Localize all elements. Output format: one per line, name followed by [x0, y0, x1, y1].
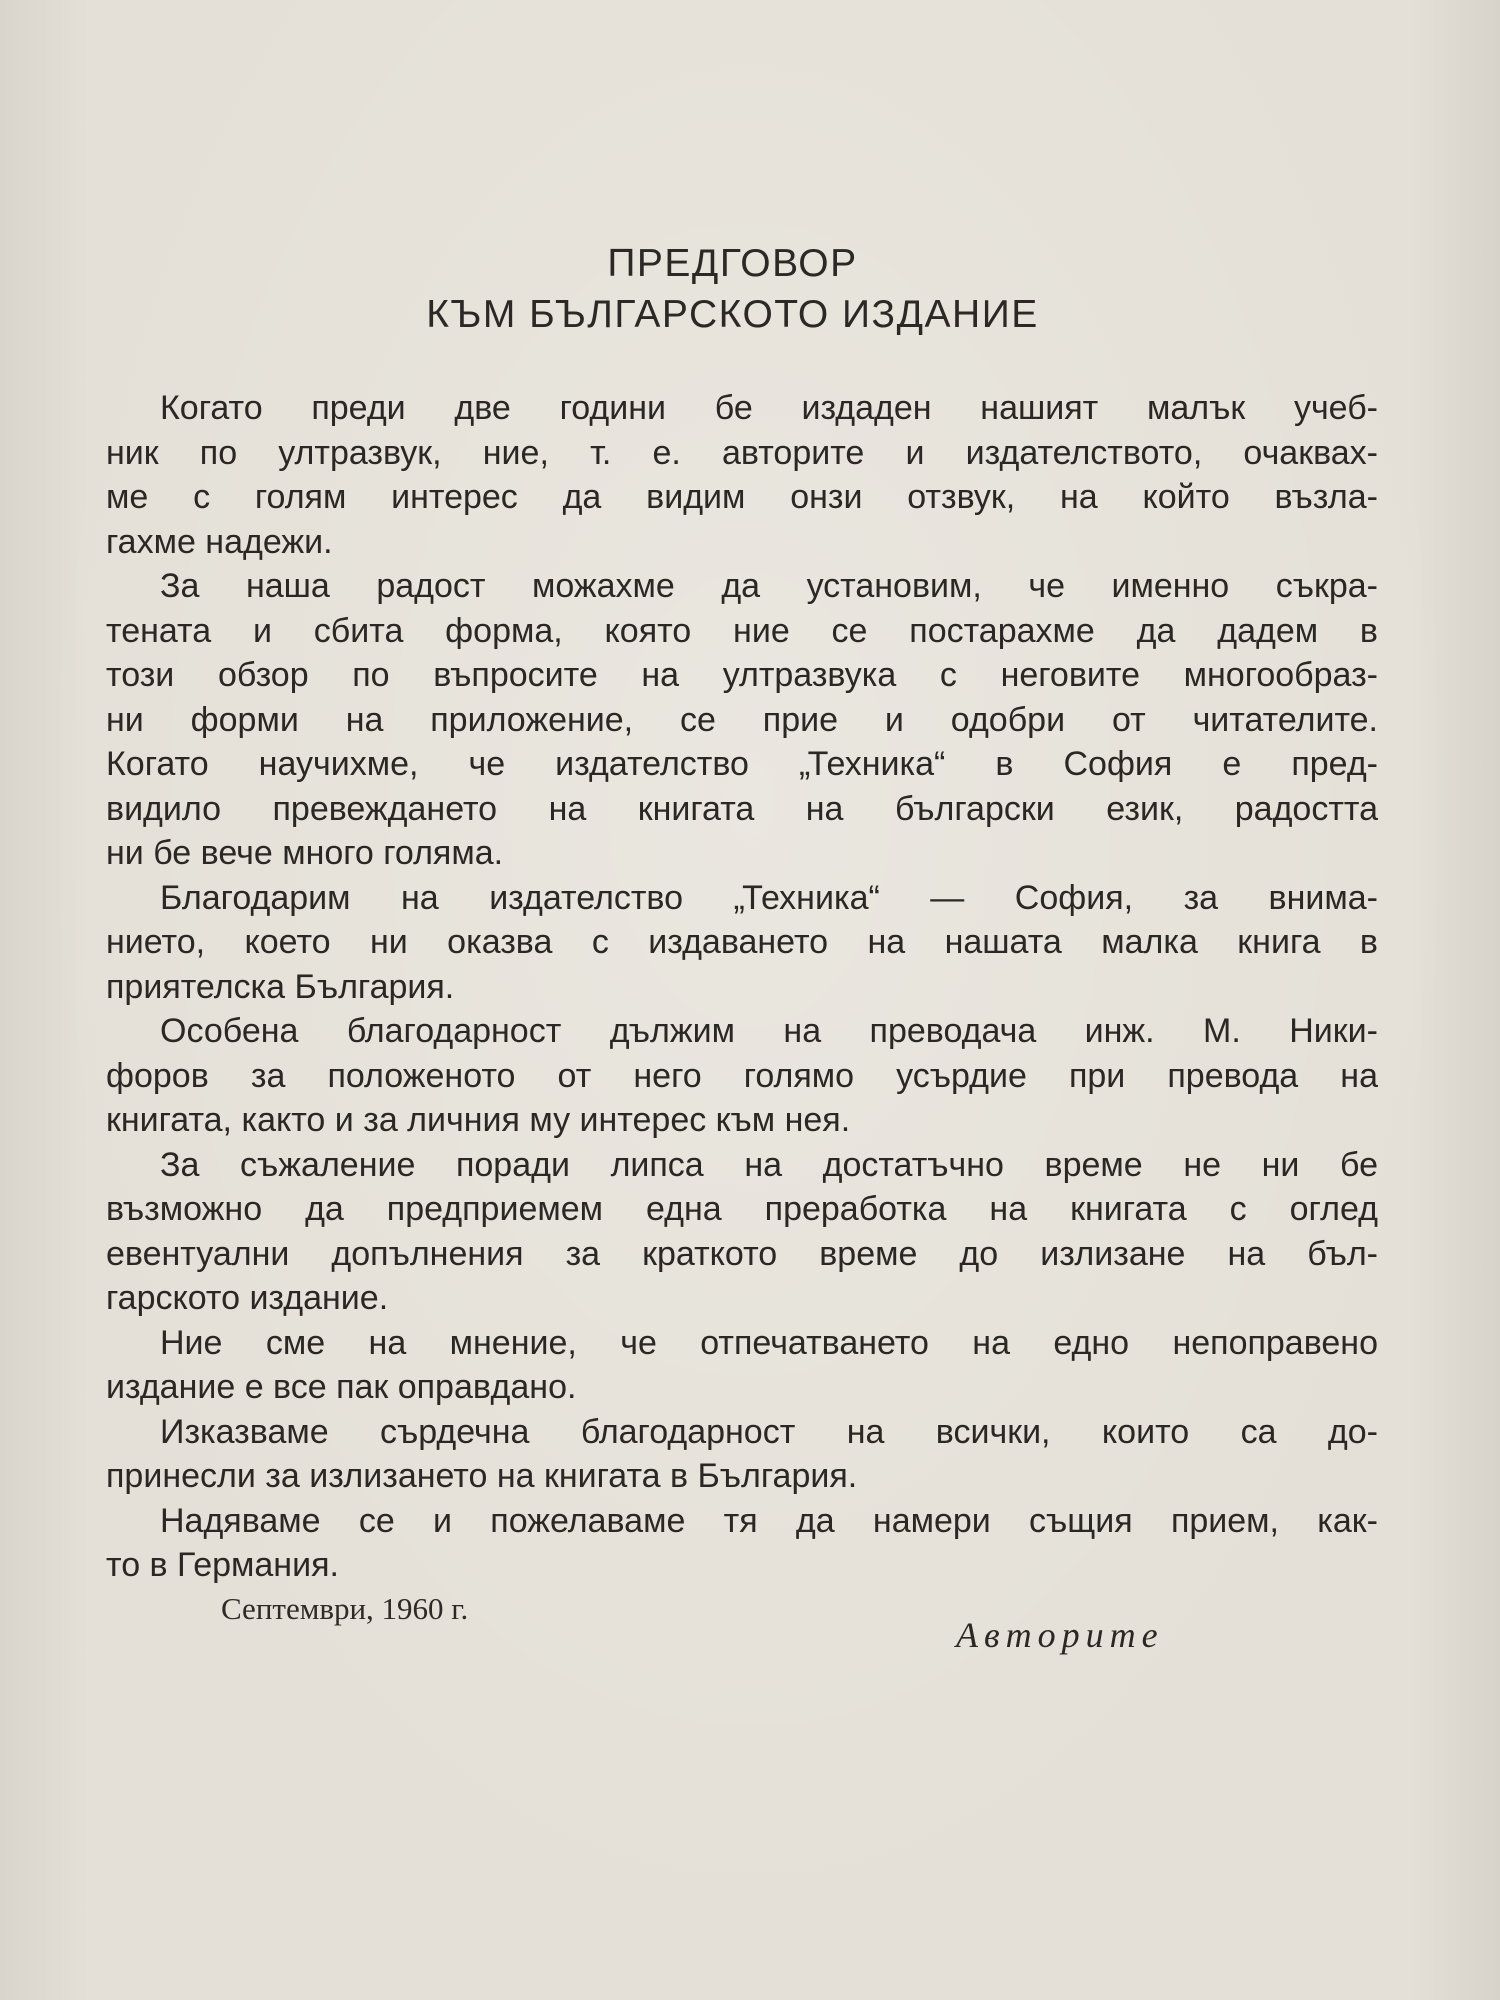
text-line: издание е все пак оправдано. [106, 1368, 577, 1406]
text-line: видило превеждането на книгата на български език, радостта [106, 789, 1378, 828]
text-line: възможно да предприемем една преработка на книгата с оглед [106, 1190, 1378, 1228]
text-line: Когато научихме, че издателство „Техника“ в София е пред- [106, 745, 1378, 783]
text-line: Благодарим на издателство „Техника“ — София, за внима- [160, 878, 1378, 917]
preface-title: ПРЕДГОВОР [607, 242, 858, 285]
text-line: Изказваме сърдечна благодарност на всички, които са до- [160, 1412, 1378, 1451]
authors-signature: Авторите [956, 1615, 1164, 1655]
preface-date: Септември, 1960 г. [221, 1591, 469, 1626]
preface-subtitle: КЪМ БЪЛГАРСКОТО ИЗДАНИЕ [426, 293, 1039, 336]
text-line: приятелска България. [106, 967, 455, 1006]
text-line: Ние сме на мнение, че отпечатването на едно непоправено [160, 1323, 1378, 1362]
text-line: ме с голям интерес да видим онзи отзвук, на който възла- [106, 478, 1378, 516]
text-line: този обзор по въпросите на ултразвука с неговите многообраз- [106, 656, 1378, 694]
preface-body [106, 386, 1378, 1588]
paragraph [106, 1009, 1378, 1143]
paragraph [106, 564, 1378, 876]
paragraph [106, 1321, 1378, 1410]
text-line: принесли за излизането на книгата в България. [106, 1457, 858, 1495]
text-line: За съжаление поради липса на достатъчно време не ни бе [160, 1145, 1378, 1184]
paragraph [106, 386, 1378, 564]
text-line: тената и сбита форма, която ние се постарахме да дадем в [106, 611, 1378, 650]
text-line: Надяваме се и пожелаваме тя да намери същия прием, как- [160, 1501, 1378, 1540]
text-line: то в Германия. [106, 1546, 339, 1584]
text-line: Особена благодарност дължим на преводача инж. М. Ники- [160, 1012, 1378, 1050]
text-line: гарското издание. [106, 1279, 389, 1317]
paragraph [106, 1410, 1378, 1499]
paragraph [106, 1143, 1378, 1321]
text-line: ник по ултразвук, ние, т. е. авторите и издателството, очаквах- [106, 433, 1378, 472]
text-line: гахме надежи. [106, 522, 333, 561]
paragraph [106, 1499, 1378, 1588]
text-line: За наша радост можахме да установим, че именно съкра- [160, 567, 1378, 605]
text-line: ни бе вече много голяма. [106, 834, 504, 872]
paragraph [106, 876, 1378, 1010]
text-line: форов за положеното от него голямо усърдие при превода на [106, 1056, 1378, 1095]
text-line: нието, което ни оказва с издаването на нашата малка книга в [106, 923, 1378, 961]
text-line: книгата, както и за личния му интерес към нея. [106, 1101, 851, 1139]
text-line: евентуални допълнения за краткото време до излизане на бъл- [106, 1234, 1378, 1273]
text-line: ни форми на приложение, се прие и одобри от читателите. [106, 700, 1378, 739]
text-line: Когато преди две години бе издаден нашият малък учеб- [160, 389, 1378, 427]
